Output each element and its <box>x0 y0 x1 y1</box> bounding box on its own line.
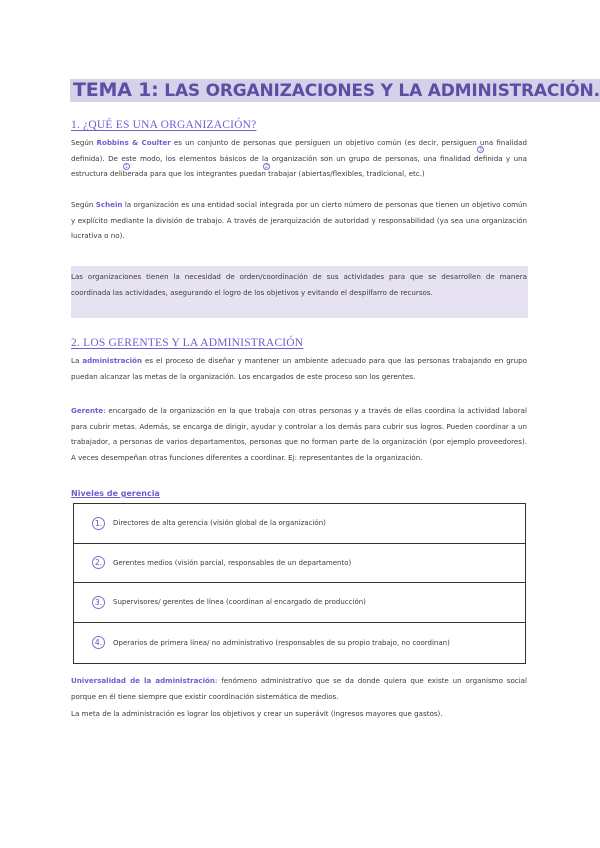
title-rest: LAS ORGANIZACIONES Y LA ADMINISTRACIÓN. <box>158 81 600 101</box>
p1-body: es un conjunto de personas que persiguen un objetivo común (es decir, persiguen una finalidad definida). De este modo, los elementos básicos de la organización son un grupo de personas, una finalidad definida y una estructura deliberada para que los integrantes puedan trabajar (abiertas/flexibles, tradicional, etc.) <box>71 138 527 178</box>
annotation-marker-3: 3 <box>478 146 483 153</box>
p2-prefix: Según <box>71 200 96 209</box>
level-text: Supervisores/ gerentes de línea (coordinan al encargado de producción) <box>113 598 366 607</box>
level-text: Gerentes medios (visión parcial, responsables de un departamento) <box>113 558 352 567</box>
s2p2-body: : encargado de la organización en la que trabaja con otras personas y a través de ellas coordina la actividad laboral para cubrir metas. Además, se encarga de dirigir, ayudar y controlar a los demás para cubrir sus logros. Pueden coordinar a un trabajador, a personas de varios departamentos, personas que no forman parte de la organización (por ejemplo proveedores). A veces desempeñan otras funciones diferentes a coordinar. Ej: representantes de la organización. <box>71 406 527 462</box>
keyword-universalidad: Universalidad de la administración <box>71 676 215 685</box>
page-title <box>70 79 600 102</box>
level-row <box>74 544 525 584</box>
annotation-marker-1: 1 <box>124 163 129 170</box>
title-lead: TEMA 1: <box>73 79 159 101</box>
p1-prefix: Según <box>71 138 97 147</box>
keyword-administracion: administración <box>82 356 142 365</box>
level-row <box>74 583 525 623</box>
section1-paragraph-robbins <box>71 135 527 182</box>
section2-paragraph-universalidad <box>71 673 527 704</box>
keyword-robbins-coulter: Robbins & Coulter <box>96 138 171 147</box>
level-row <box>74 504 525 544</box>
level-text: Directores de alta gerencia (visión global de la organización) <box>113 519 326 528</box>
annotation-marker-2: 2 <box>264 163 269 170</box>
s2p1-prefix: La <box>71 356 83 365</box>
section2-paragraph-administracion <box>71 353 527 384</box>
levels-table <box>73 503 526 664</box>
section2-heading: 2. LOS GERENTES Y LA ADMINISTRACIÓN <box>71 337 304 349</box>
s2p3-body: : fenómeno administrativo que se da donde quiera que existe un organismo social porque en él tiene siempre que existir coordinación sistemática de medios. <box>71 676 527 701</box>
levels-heading: Niveles de gerencia <box>71 489 160 498</box>
section2-paragraph-meta: La meta de la administración es lograr los objetivos y crear un superávit (ingresos mayores que gastos). <box>71 709 443 718</box>
keyword-gerente: Gerente <box>71 406 104 415</box>
highlighted-paragraph: Las organizaciones tienen la necesidad de orden/coordinación de sus actividades para que se desarrollen de manera coordinada las actividades, asegurando el logro de los objetivos y evitando el despilfarro de recursos. <box>71 272 527 297</box>
s2p1-body: es el proceso de diseñar y mantener un ambiente adecuado para que las personas trabajando en grupo puedan alcanzar las metas de la organización. Los encargados de este proceso son los gerentes. <box>71 356 527 381</box>
level-number-badge: 3. <box>92 596 105 609</box>
p2-body: la organización es una entidad social integrada por un cierto número de personas que tienen un objetivo común y explícito mediante la división de trabajo. A través de jerarquización de autoridad y responsabilidad (ya sea una organización lucrativa o no). <box>71 200 527 240</box>
level-number-badge: 1. <box>92 517 105 530</box>
level-text: Operarios de primera línea/ no administrativo (responsables de su propio trabajo, no coordinan) <box>113 638 450 647</box>
section1-paragraph-schein <box>71 197 527 244</box>
level-number-badge: 4. <box>92 636 105 649</box>
keyword-schein: Schein <box>95 200 123 209</box>
section2-paragraph-gerente <box>71 403 527 465</box>
level-number-badge: 2. <box>92 556 105 569</box>
section1-heading: 1. ¿QUÉ ES UNA ORGANIZACIÓN? <box>71 119 257 131</box>
level-row <box>74 623 525 663</box>
